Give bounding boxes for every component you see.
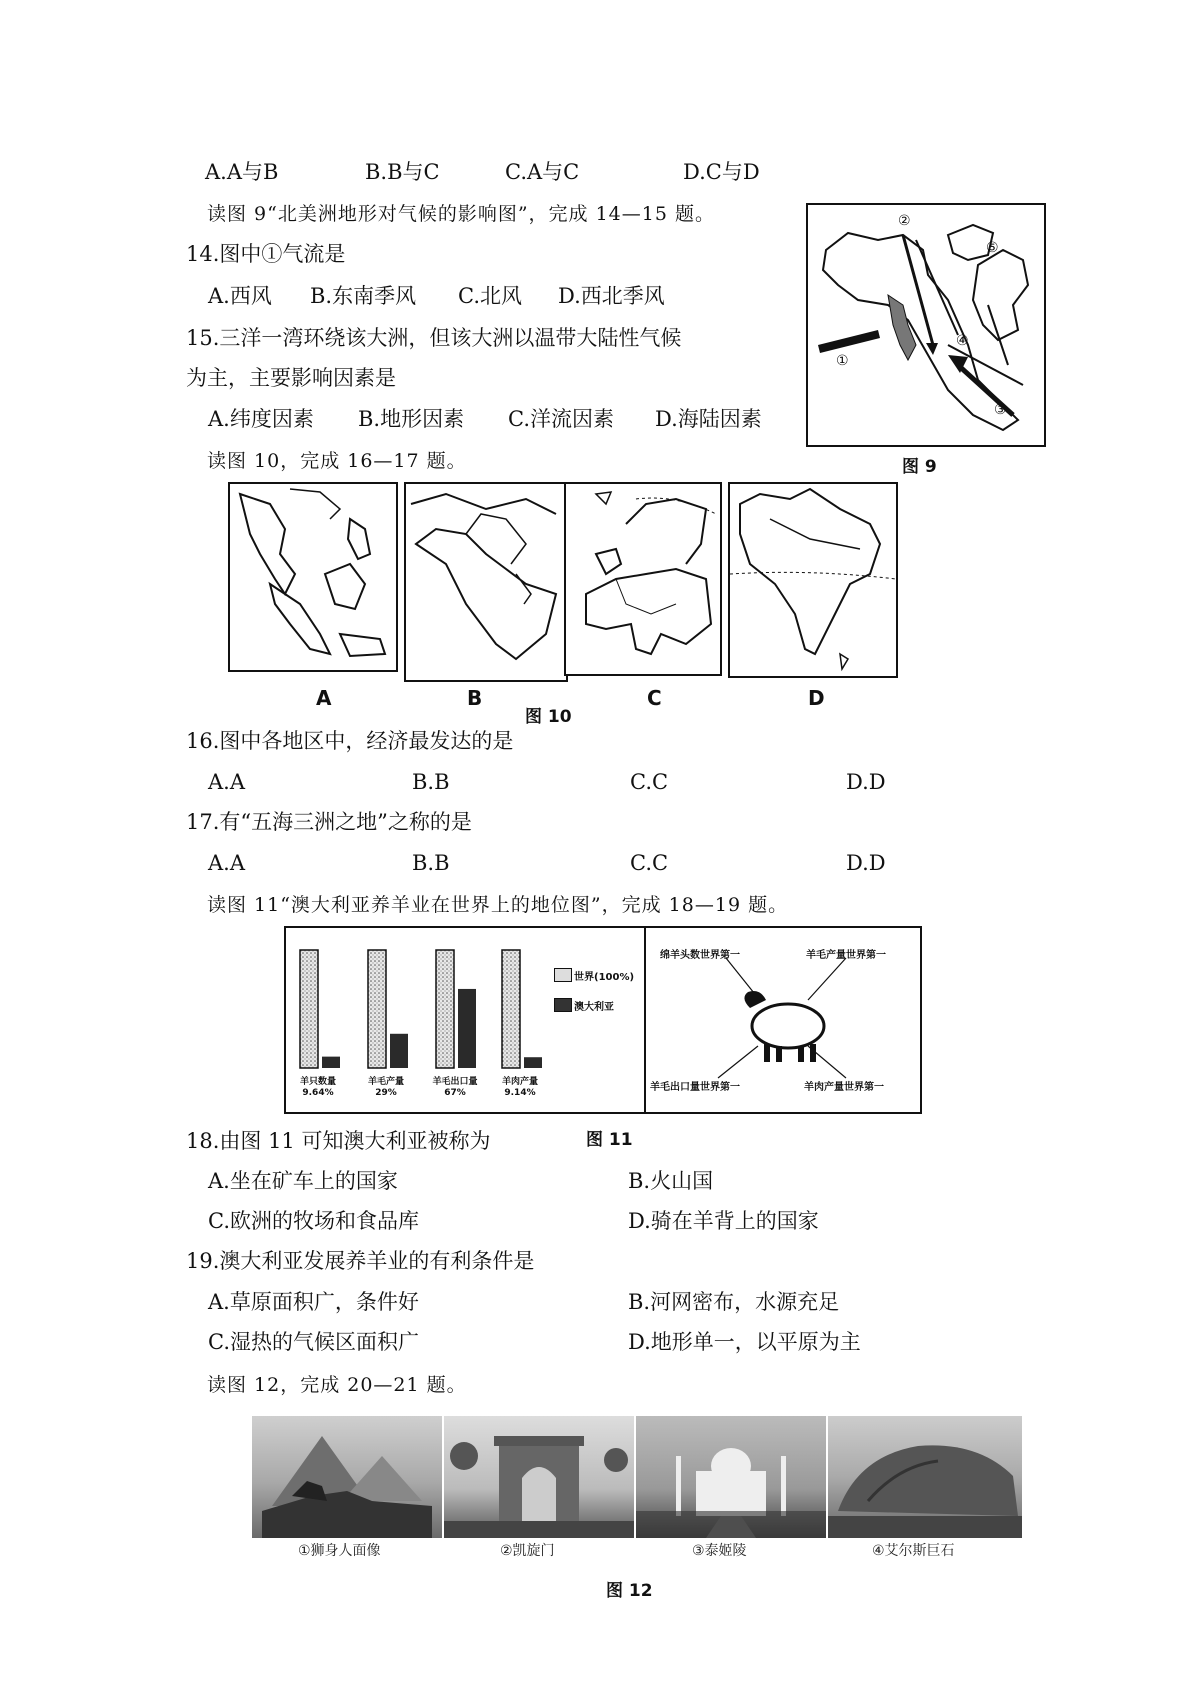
figure-10-label-c: C [647, 686, 662, 710]
fig11-tick-0: 9.64% [302, 1088, 334, 1098]
q14-option-a: A.西风 [208, 284, 272, 308]
q19-option-b: B.河网密布，水源充足 [628, 1290, 840, 1314]
q18-option-a: A.坐在矿车上的国家 [208, 1169, 398, 1193]
q18-option-b: B.火山国 [628, 1169, 714, 1193]
figure-10-map-a [228, 482, 398, 672]
fig11-category-0: 羊只数量 [299, 1077, 336, 1087]
fig11-category-3: 羊肉产量 [501, 1077, 538, 1087]
q19-stem: 19.澳大利亚发展养羊业的有利条件是 [186, 1249, 535, 1273]
figure-10-label-a: A [316, 686, 332, 710]
q17-option-a: A.A [208, 851, 246, 875]
photo-arc-de-triomphe [444, 1416, 634, 1538]
fig11-legend-aus-swatch [554, 998, 572, 1012]
q17-stem: 17.有“五海三洲之地”之称的是 [186, 810, 472, 834]
fig9-marker-2: ② [898, 213, 911, 229]
figure-10-label-b: B [467, 686, 483, 710]
q15-option-a: A.纬度因素 [208, 407, 314, 431]
q15-option-c: C.洋流因素 [508, 407, 614, 431]
fig11-annotation-1: 羊毛产量世界第一 [806, 950, 886, 961]
figure-9-caption: 图 9 [902, 457, 937, 477]
figure-10-caption: 图 10 [525, 707, 572, 727]
intro-fig12: 读图 12，完成 20—21 题。 [207, 1374, 467, 1396]
photo-caption-1: ①狮身人面像 [298, 1543, 381, 1559]
q15-option-d: D.海陆因素 [655, 407, 762, 431]
q13-option-a: A.A与B [205, 160, 279, 184]
q18-option-c: C.欧洲的牧场和食品库 [208, 1209, 419, 1233]
bar-world-1 [368, 950, 386, 1068]
fig9-marker-4: ④ [956, 333, 969, 349]
q14-stem: 14.图中①气流是 [186, 242, 346, 266]
q15-stem-line2: 为主，主要影响因素是 [186, 366, 396, 390]
photo-caption-2: ②凯旋门 [500, 1543, 555, 1559]
bar-world-3 [502, 950, 520, 1068]
figure-11-divider [644, 928, 646, 1112]
bar-australia-0 [322, 1057, 340, 1068]
figure-10-label-d: D [808, 686, 825, 710]
figure-9-map [806, 203, 1046, 447]
fig9-marker-5: ⑤ [986, 240, 999, 256]
q18-option-d: D.骑在羊背上的国家 [628, 1209, 819, 1233]
intro-fig9: 读图 9“北美洲地形对气候的影响图”，完成 14—15 题。 [207, 203, 715, 225]
figure-12-caption: 图 12 [606, 1581, 653, 1601]
figure-11-caption: 图 11 [586, 1130, 633, 1150]
fig11-legend-world: 世界(100%) [574, 972, 635, 983]
photo-caption-4: ④艾尔斯巨石 [872, 1543, 955, 1559]
bar-world-0 [300, 950, 318, 1068]
fig11-category-1: 羊毛产量 [367, 1077, 404, 1087]
fig11-tick-2: 67% [444, 1088, 466, 1098]
figure-10-map-b [404, 482, 568, 682]
fig11-legend-aus: 澳大利亚 [574, 1002, 614, 1013]
fig9-marker-1: ① [836, 353, 849, 369]
q16-stem: 16.图中各地区中，经济最发达的是 [186, 729, 514, 753]
q14-option-c: C.北风 [458, 284, 522, 308]
fig11-annotation-0: 绵羊头数世界第一 [660, 950, 740, 961]
q13-option-c: C.A与C [505, 160, 580, 184]
q13-option-d: D.C与D [683, 160, 760, 184]
intro-fig10: 读图 10，完成 16—17 题。 [207, 450, 467, 472]
fig11-annotation-2: 羊毛出口量世界第一 [650, 1082, 740, 1093]
photo-ayers-rock [828, 1416, 1022, 1538]
q15-option-b: B.地形因素 [358, 407, 465, 431]
photo-taj-mahal [636, 1416, 826, 1538]
fig11-tick-1: 29% [375, 1088, 397, 1098]
q19-option-d: D.地形单一，以平原为主 [628, 1330, 861, 1354]
photo-caption-3: ③泰姬陵 [692, 1543, 747, 1559]
photo-sphinx [252, 1416, 442, 1538]
q16-option-c: C.C [630, 770, 669, 794]
q18-stem: 18.由图 11 可知澳大利亚被称为 [186, 1129, 491, 1153]
q13-option-b: B.B与C [365, 160, 440, 184]
q17-option-b: B.B [412, 851, 450, 875]
q15-stem-line1: 15.三洋一湾环绕该大洲，但该大洲以温带大陆性气候 [186, 326, 682, 350]
sheep-icon [752, 1004, 824, 1048]
q17-option-c: C.C [630, 851, 669, 875]
fig11-tick-3: 9.14% [504, 1088, 536, 1098]
q19-option-a: A.草原面积广，条件好 [208, 1290, 419, 1314]
bar-australia-3 [524, 1057, 542, 1068]
q17-option-d: D.D [846, 851, 886, 875]
figure-10-map-d [728, 482, 898, 678]
q14-option-d: D.西北季风 [558, 284, 665, 308]
intro-fig11: 读图 11“澳大利亚养羊业在世界上的地位图”，完成 18—19 题。 [207, 894, 789, 916]
fig9-marker-3: ③ [994, 402, 1007, 418]
q16-option-b: B.B [412, 770, 450, 794]
figure-11 [284, 926, 922, 1114]
q16-option-d: D.D [846, 770, 886, 794]
figure-10-map-c [564, 482, 722, 676]
q16-option-a: A.A [208, 770, 246, 794]
bar-world-2 [436, 950, 454, 1068]
fig11-legend-world-swatch [554, 968, 572, 982]
q19-option-c: C.湿热的气候区面积广 [208, 1330, 419, 1354]
bar-australia-2 [458, 989, 476, 1068]
bar-australia-1 [390, 1034, 408, 1068]
q14-option-b: B.东南季风 [310, 284, 417, 308]
fig11-category-2: 羊毛出口量 [432, 1077, 478, 1087]
fig11-annotation-3: 羊肉产量世界第一 [804, 1082, 884, 1093]
